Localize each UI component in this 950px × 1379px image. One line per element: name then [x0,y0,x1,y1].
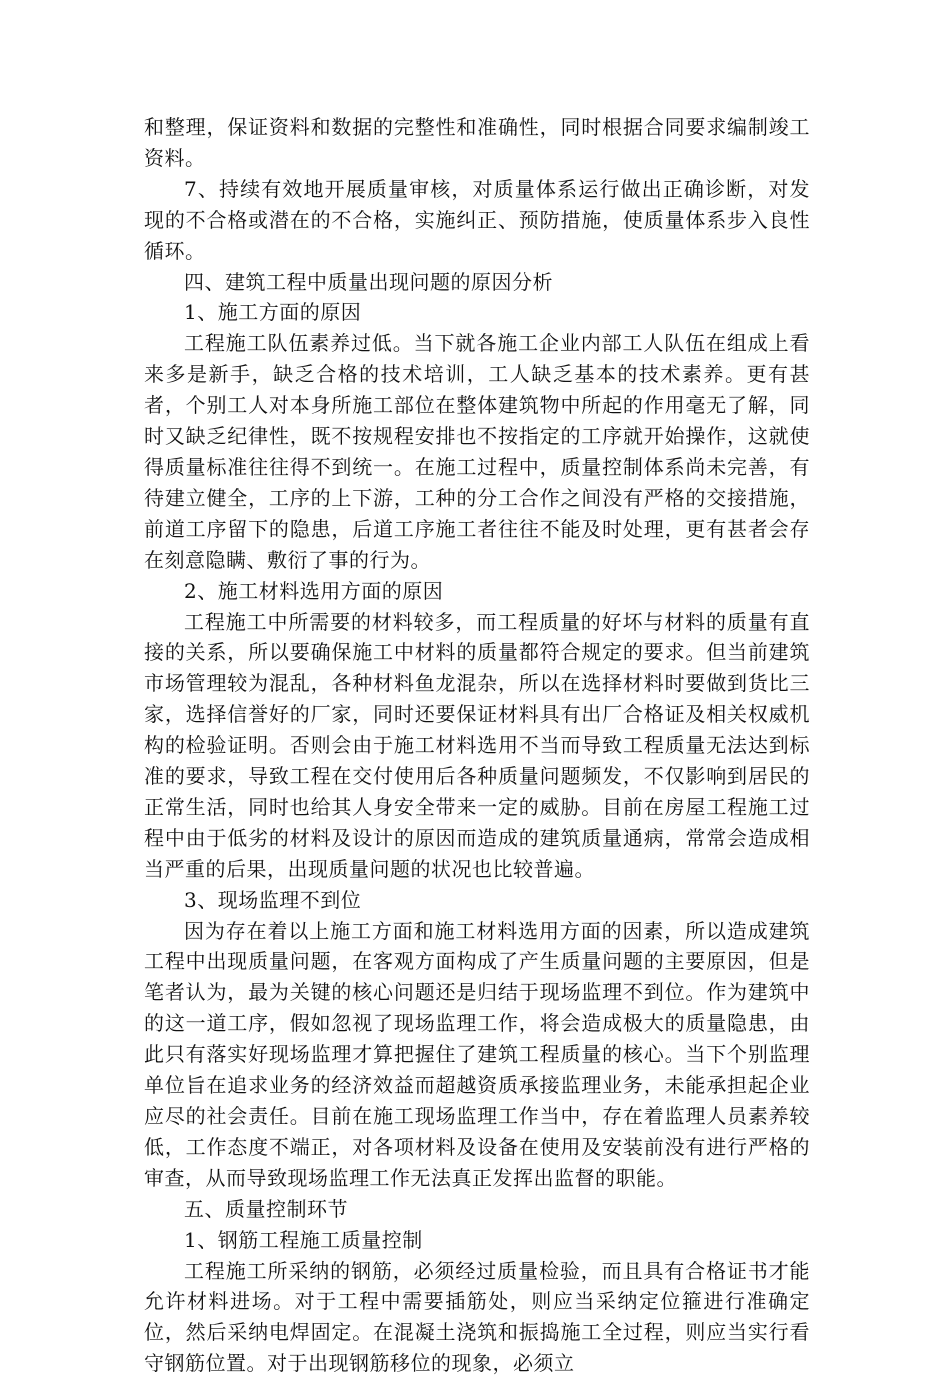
paragraph-continuation: 和整理，保证资料和数据的完整性和准确性，同时根据合同要求编制竣工资料。 [144,115,810,170]
subsection-heading-5-1: 1、钢筋工程施工质量控制 [184,1227,423,1252]
subsection-heading-4-2: 2、施工材料选用方面的原因 [184,578,444,603]
section-heading-5: 五、质量控制环节 [184,1196,348,1221]
section-heading-4: 四、建筑工程中质量出现问题的原因分析 [184,269,553,294]
document-page [144,112,810,1379]
paragraph-supervision-causes: 因为存在着以上施工方面和施工材料选用方面的因素，所以造成建筑工程中出现质量问题，在客观方面构成了产生质量问题的主要原因，但是笔者认为，最为关键的核心问题还是归结于现场监理不到位。作为建筑中的这一道工序，假如忽视了现场监理工作，将会造成极大的质量隐患，由此只有落实好现场监理才算把握住了建筑工程质量的核心。当下个别监理单位旨在追求业务的经济效益而超越资质承接监理业务，未能承担起企业应尽的社会责任。目前在施工现场监理工作当中，存在着监理人员素养较低，工作态度不端正，对各项材料及设备在使用及安装前没有进行严格的审查，从而导致现场监理工作无法真正发挥出监督的职能。 [144,918,810,1190]
subsection-heading-4-3: 3、现场监理不到位 [184,887,362,912]
subsection-heading-4-1: 1、施工方面的原因 [184,300,362,325]
paragraph-construction-causes: 工程施工队伍素养过低。当下就各施工企业内部工人队伍在组成上看来多是新手，缺乏合格的技术培训，工人缺乏基本的技术素养。更有甚者，个别工人对本身所施工部位在整体建筑物中所起的作用毫无了解，同时又缺乏纪律性，既不按规程安排也不按指定的工序就开始操作，这就使得质量标准往往得不到统一。在施工过程中，质量控制体系尚未完善，有待建立健全，工序的上下游，工种的分工合作之间没有严格的交接措施，前道工序留下的隐患，后道工序施工者往往不能及时处理，更有甚者会存在刻意隐瞒、敷衍了事的行为。 [144,331,810,572]
paragraph-rebar-control: 工程施工所采纳的钢筋，必须经过质量检验，而且具有合格证书才能允许材料进场。对于工程中需要插筋处，则应当采纳定位箍进行准确定位，然后采纳电焊固定。在混凝土浇筑和振捣施工全过程，则应当实行看守钢筋位置。对于出现钢筋移位的现象，必须立 [144,1258,810,1376]
paragraph-item-7: 7、持续有效地开展质量审核，对质量体系运行做出正确诊断，对发现的不合格或潜在的不合格，实施纠正、预防措施，使质量体系步入良性循环。 [144,176,810,263]
paragraph-material-causes: 工程施工中所需要的材料较多，而工程质量的好坏与材料的质量有直接的关系，所以要确保施工中材料的质量都符合规定的要求。但当前建筑市场管理较为混乱，各种材料鱼龙混杂，所以在选择材料时要做到货比三家，选择信誉好的厂家，同时还要保证材料具有出厂合格证及相关权威机构的检验证明。否则会由于施工材料选用不当而导致工程质量无法达到标准的要求，导致工程在交付使用后各种质量问题频发，不仅影响到居民的正常生活，同时也给其人身安全带来一定的威胁。目前在房屋工程施工过程中由于低劣的材料及设计的原因而造成的建筑质量通病，常常会造成相当严重的后果，出现质量问题的状况也比较普遍。 [144,609,810,881]
